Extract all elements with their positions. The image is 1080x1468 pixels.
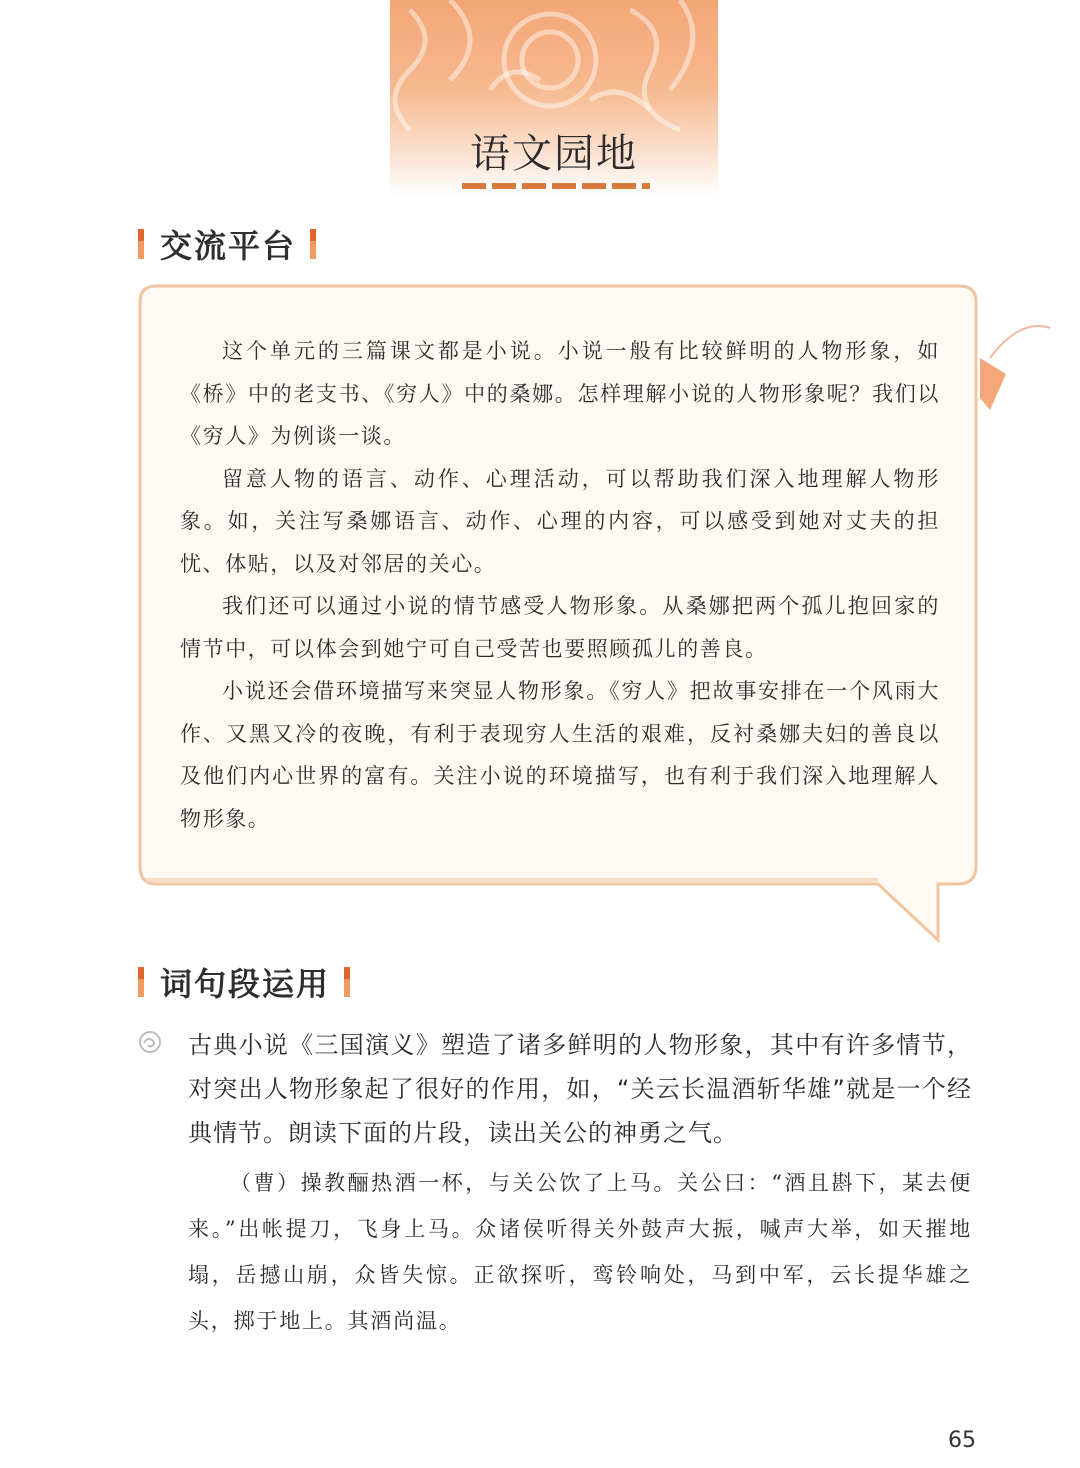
swirl-bullet-icon (138, 1030, 162, 1054)
novel-excerpt (188, 1160, 972, 1344)
heading-bar-left (138, 967, 144, 997)
paragraph: 留意人物的语言、动作、心理活动，可以帮助我们深入地理解人物形象。如，关注写桑娜语言、动作、心理的内容，可以感受到她对丈夫的担忧、体贴，以及对邻居的关心。 (180, 466, 940, 576)
header-banner (390, 0, 718, 196)
usage-intro: 古典小说《三国演义》塑造了诸多鲜明的人物形象，其中有许多情节，对突出人物形象起了很好的作用，如，“关云长温酒斩华雄”就是一个经典情节。朗读下面的片段，读出关公的神勇之气。 (188, 1031, 972, 1147)
tag-icon (980, 318, 1060, 418)
section-title: 词句段运用 (160, 965, 331, 1003)
excerpt-text: （曹）操教酾热酒一杯，与关公饮了上马。关公曰：“酒且斟下，某去便来。”出帐提刀，飞身上马。众诸侯听得关外鼓声大振，喊声大举，如天摧地塌，岳撼山崩，众皆失惊。正欲探听，鸾铃响处，马到中军，云长提华雄之头，掷于地上。其酒尚温。 (188, 1171, 972, 1333)
section-title: 交流平台 (160, 227, 297, 265)
paragraph: 我们还可以通过小说的情节感受人物形象。从桑娜把两个孤儿抱回家的情节中，可以体会到她宁可自己受苦也要照顾孤儿的善良。 (180, 594, 940, 661)
page-number: 65 (948, 1428, 976, 1453)
section-heading-usage (138, 962, 350, 1002)
paragraph: 小说还会借环境描写来突显人物形象。《穷人》把故事安排在一个风雨大作、又黑又冷的夜晚，有利于表现穷人生活的艰难，反衬桑娜夫妇的善良以及他们内心世界的富有。关注小说的环境描写，也有利于我们深入地理解人物形象。 (180, 679, 940, 831)
heading-bar-right (310, 229, 316, 259)
section-heading-exchange (138, 224, 316, 264)
exchange-text (180, 330, 940, 840)
heading-bar-right (344, 967, 350, 997)
title-underline (462, 183, 650, 189)
page-title: 语文园地 (470, 131, 638, 177)
heading-bar-left (138, 229, 144, 259)
paragraph: 这个单元的三篇课文都是小说。小说一般有比较鲜明的人物形象，如《桥》中的老支书、《穷人》中的桑娜。怎样理解小说的人物形象呢？我们以《穷人》为例谈一谈。 (180, 339, 940, 448)
